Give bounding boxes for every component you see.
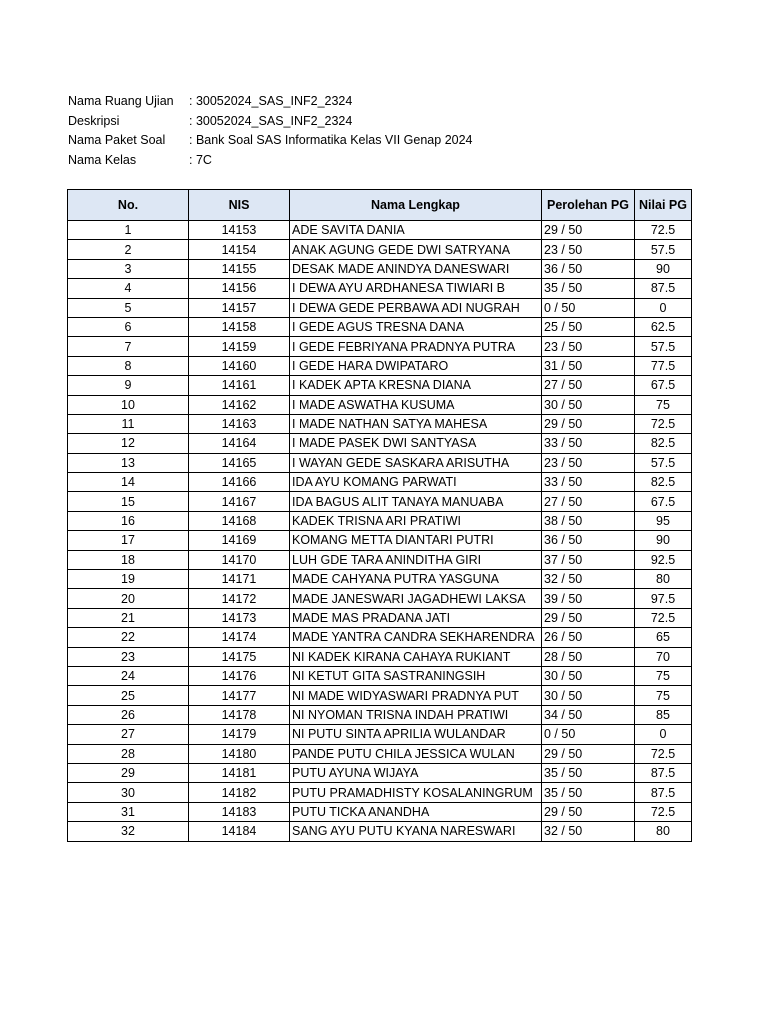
table-row [68, 628, 692, 647]
cell-no: 17 [68, 531, 189, 550]
cell-pg-grade: 82.5 [635, 434, 692, 453]
table-row [68, 337, 692, 356]
cell-nis: 14168 [189, 511, 290, 530]
cell-full-name: LUH GDE TARA ANINDITHA GIRI [290, 550, 542, 569]
table-row [68, 473, 692, 492]
cell-nis: 14179 [189, 725, 290, 744]
cell-pg-score: 28 / 50 [542, 647, 635, 666]
cell-pg-score: 37 / 50 [542, 550, 635, 569]
table-row [68, 686, 692, 705]
cell-pg-grade: 72.5 [635, 744, 692, 763]
cell-pg-grade: 95 [635, 511, 692, 530]
cell-full-name: SANG AYU PUTU KYANA NARESWARI [290, 822, 542, 841]
cell-pg-score: 30 / 50 [542, 686, 635, 705]
cell-no: 2 [68, 240, 189, 259]
cell-nis: 14173 [189, 608, 290, 627]
cell-pg-grade: 87.5 [635, 783, 692, 802]
cell-nis: 14158 [189, 317, 290, 336]
cell-no: 9 [68, 376, 189, 395]
table-row [68, 589, 692, 608]
cell-pg-grade: 75 [635, 666, 692, 685]
cell-pg-grade: 92.5 [635, 550, 692, 569]
cell-no: 4 [68, 279, 189, 298]
cell-full-name: NI KETUT GITA SASTRANINGSIH [290, 666, 542, 685]
cell-nis: 14159 [189, 337, 290, 356]
cell-full-name: MADE JANESWARI JAGADHEWI LAKSA [290, 589, 542, 608]
cell-pg-score: 30 / 50 [542, 395, 635, 414]
header-pg-score: Perolehan PG [542, 190, 635, 221]
cell-pg-score: 32 / 50 [542, 570, 635, 589]
cell-pg-score: 30 / 50 [542, 666, 635, 685]
cell-no: 13 [68, 453, 189, 472]
cell-full-name: NI KADEK KIRANA CAHAYA RUKIANT [290, 647, 542, 666]
cell-pg-score: 35 / 50 [542, 279, 635, 298]
cell-nis: 14183 [189, 802, 290, 821]
results-table [67, 189, 692, 842]
cell-pg-score: 33 / 50 [542, 473, 635, 492]
cell-pg-grade: 57.5 [635, 453, 692, 472]
cell-no: 23 [68, 647, 189, 666]
table-row [68, 298, 692, 317]
cell-pg-score: 0 / 50 [542, 725, 635, 744]
header-nis: NIS [189, 190, 290, 221]
cell-pg-score: 34 / 50 [542, 705, 635, 724]
table-row [68, 259, 692, 278]
table-row [68, 453, 692, 472]
cell-pg-grade: 80 [635, 822, 692, 841]
cell-no: 10 [68, 395, 189, 414]
cell-pg-score: 36 / 50 [542, 531, 635, 550]
cell-no: 32 [68, 822, 189, 841]
table-row [68, 492, 692, 511]
cell-no: 8 [68, 356, 189, 375]
table-row [68, 705, 692, 724]
cell-nis: 14157 [189, 298, 290, 317]
cell-nis: 14155 [189, 259, 290, 278]
cell-no: 28 [68, 744, 189, 763]
question-bank-value: : Bank Soal SAS Informatika Kelas VII Genap 2024 [189, 133, 473, 148]
cell-pg-grade: 87.5 [635, 763, 692, 782]
cell-pg-grade: 72.5 [635, 608, 692, 627]
cell-full-name: NI MADE WIDYASWARI PRADNYA PUT [290, 686, 542, 705]
table-row [68, 550, 692, 569]
cell-nis: 14181 [189, 763, 290, 782]
description-row [68, 112, 473, 132]
cell-full-name: I DEWA AYU ARDHANESA TIWIARI B [290, 279, 542, 298]
cell-pg-grade: 72.5 [635, 221, 692, 240]
cell-pg-grade: 77.5 [635, 356, 692, 375]
cell-pg-score: 35 / 50 [542, 763, 635, 782]
cell-full-name: NI NYOMAN TRISNA INDAH PRATIWI [290, 705, 542, 724]
cell-full-name: MADE MAS PRADANA JATI [290, 608, 542, 627]
cell-no: 19 [68, 570, 189, 589]
cell-pg-grade: 82.5 [635, 473, 692, 492]
cell-full-name: PUTU PRAMADHISTY KOSALANINGRUM [290, 783, 542, 802]
cell-pg-grade: 0 [635, 725, 692, 744]
table-row [68, 608, 692, 627]
cell-no: 22 [68, 628, 189, 647]
cell-full-name: ADE SAVITA DANIA [290, 221, 542, 240]
table-row [68, 434, 692, 453]
cell-full-name: KADEK TRISNA ARI PRATIWI [290, 511, 542, 530]
cell-full-name: PUTU AYUNA WIJAYA [290, 763, 542, 782]
table-row [68, 356, 692, 375]
cell-pg-grade: 70 [635, 647, 692, 666]
cell-full-name: MADE YANTRA CANDRA SEKHARENDRA [290, 628, 542, 647]
cell-full-name: ANAK AGUNG GEDE DWI SATRYANA [290, 240, 542, 259]
table-row [68, 279, 692, 298]
question-bank-label: Nama Paket Soal [68, 133, 166, 148]
cell-pg-score: 29 / 50 [542, 744, 635, 763]
cell-full-name: I GEDE FEBRIYANA PRADNYA PUTRA [290, 337, 542, 356]
cell-full-name: I MADE ASWATHA KUSUMA [290, 395, 542, 414]
cell-pg-score: 0 / 50 [542, 298, 635, 317]
cell-pg-score: 33 / 50 [542, 434, 635, 453]
cell-pg-grade: 87.5 [635, 279, 692, 298]
cell-full-name: I GEDE HARA DWIPATARO [290, 356, 542, 375]
cell-full-name: NI PUTU SINTA APRILIA WULANDAR [290, 725, 542, 744]
table-row [68, 531, 692, 550]
cell-pg-score: 36 / 50 [542, 259, 635, 278]
cell-nis: 14182 [189, 783, 290, 802]
exam-info [68, 92, 473, 170]
cell-full-name: IDA BAGUS ALIT TANAYA MANUABA [290, 492, 542, 511]
cell-no: 5 [68, 298, 189, 317]
header-no: No. [68, 190, 189, 221]
cell-pg-grade: 57.5 [635, 337, 692, 356]
cell-pg-score: 29 / 50 [542, 414, 635, 433]
cell-pg-grade: 72.5 [635, 414, 692, 433]
class-name-label: Nama Kelas [68, 152, 137, 167]
cell-pg-score: 26 / 50 [542, 628, 635, 647]
cell-full-name: DESAK MADE ANINDYA DANESWARI [290, 259, 542, 278]
cell-no: 29 [68, 763, 189, 782]
table-row [68, 570, 692, 589]
cell-pg-score: 35 / 50 [542, 783, 635, 802]
cell-pg-score: 23 / 50 [542, 337, 635, 356]
table-row [68, 744, 692, 763]
cell-pg-score: 39 / 50 [542, 589, 635, 608]
cell-nis: 14175 [189, 647, 290, 666]
cell-full-name: I MADE PASEK DWI SANTYASA [290, 434, 542, 453]
table-row [68, 725, 692, 744]
table-row [68, 317, 692, 336]
cell-nis: 14174 [189, 628, 290, 647]
cell-pg-score: 23 / 50 [542, 240, 635, 259]
cell-no: 15 [68, 492, 189, 511]
cell-pg-score: 25 / 50 [542, 317, 635, 336]
table-row [68, 221, 692, 240]
cell-nis: 14165 [189, 453, 290, 472]
cell-no: 24 [68, 666, 189, 685]
cell-pg-grade: 62.5 [635, 317, 692, 336]
cell-pg-score: 29 / 50 [542, 221, 635, 240]
cell-pg-grade: 57.5 [635, 240, 692, 259]
cell-nis: 14177 [189, 686, 290, 705]
cell-nis: 14172 [189, 589, 290, 608]
table-row [68, 666, 692, 685]
cell-nis: 14169 [189, 531, 290, 550]
cell-no: 18 [68, 550, 189, 569]
cell-nis: 14178 [189, 705, 290, 724]
cell-nis: 14161 [189, 376, 290, 395]
cell-nis: 14184 [189, 822, 290, 841]
cell-full-name: I DEWA GEDE PERBAWA ADI NUGRAH [290, 298, 542, 317]
cell-pg-grade: 90 [635, 531, 692, 550]
cell-pg-score: 27 / 50 [542, 376, 635, 395]
cell-pg-grade: 80 [635, 570, 692, 589]
table-row [68, 414, 692, 433]
cell-no: 30 [68, 783, 189, 802]
table-row [68, 822, 692, 841]
cell-no: 11 [68, 414, 189, 433]
cell-pg-score: 32 / 50 [542, 822, 635, 841]
cell-nis: 14180 [189, 744, 290, 763]
cell-pg-grade: 85 [635, 705, 692, 724]
exam-room-label: Nama Ruang Ujian [68, 94, 174, 108]
cell-full-name: I WAYAN GEDE SASKARA ARISUTHA [290, 453, 542, 472]
cell-no: 20 [68, 589, 189, 608]
header-pg-grade: Nilai PG [635, 190, 692, 221]
exam-room-row [68, 92, 473, 112]
cell-pg-grade: 65 [635, 628, 692, 647]
cell-no: 7 [68, 337, 189, 356]
cell-no: 12 [68, 434, 189, 453]
question-bank-row [68, 131, 473, 151]
cell-no: 26 [68, 705, 189, 724]
cell-pg-grade: 90 [635, 259, 692, 278]
cell-full-name: MADE CAHYANA PUTRA YASGUNA [290, 570, 542, 589]
cell-no: 3 [68, 259, 189, 278]
cell-no: 27 [68, 725, 189, 744]
table-row [68, 240, 692, 259]
cell-pg-grade: 67.5 [635, 492, 692, 511]
header-row [68, 190, 692, 221]
cell-nis: 14167 [189, 492, 290, 511]
cell-pg-score: 27 / 50 [542, 492, 635, 511]
cell-full-name: I KADEK APTA KRESNA DIANA [290, 376, 542, 395]
cell-full-name: I MADE NATHAN SATYA MAHESA [290, 414, 542, 433]
cell-nis: 14162 [189, 395, 290, 414]
cell-no: 1 [68, 221, 189, 240]
cell-pg-score: 29 / 50 [542, 802, 635, 821]
cell-nis: 14163 [189, 414, 290, 433]
cell-pg-score: 38 / 50 [542, 511, 635, 530]
cell-pg-grade: 75 [635, 395, 692, 414]
table-row [68, 763, 692, 782]
cell-full-name: PANDE PUTU CHILA JESSICA WULAN [290, 744, 542, 763]
cell-pg-grade: 67.5 [635, 376, 692, 395]
table-row [68, 647, 692, 666]
table-row [68, 511, 692, 530]
cell-nis: 14156 [189, 279, 290, 298]
cell-full-name: PUTU TICKA ANANDHA [290, 802, 542, 821]
exam-room-value: : 30052024_SAS_INF2_2324 [189, 94, 353, 108]
cell-no: 14 [68, 473, 189, 492]
cell-nis: 14154 [189, 240, 290, 259]
cell-full-name: IDA AYU KOMANG PARWATI [290, 473, 542, 492]
cell-no: 31 [68, 802, 189, 821]
cell-pg-score: 29 / 50 [542, 608, 635, 627]
cell-pg-grade: 97.5 [635, 589, 692, 608]
table-row [68, 376, 692, 395]
cell-pg-grade: 72.5 [635, 802, 692, 821]
cell-nis: 14153 [189, 221, 290, 240]
cell-full-name: KOMANG METTA DIANTARI PUTRI [290, 531, 542, 550]
class-name-value: : 7C [189, 152, 212, 167]
cell-no: 25 [68, 686, 189, 705]
class-name-row [68, 151, 473, 171]
table-row [68, 802, 692, 821]
cell-pg-grade: 75 [635, 686, 692, 705]
cell-nis: 14166 [189, 473, 290, 492]
cell-pg-score: 23 / 50 [542, 453, 635, 472]
description-label: Deskripsi [68, 113, 120, 128]
table-row [68, 395, 692, 414]
header-full-name: Nama Lengkap [290, 190, 542, 221]
cell-full-name: I GEDE AGUS TRESNA DANA [290, 317, 542, 336]
cell-nis: 14164 [189, 434, 290, 453]
cell-pg-score: 31 / 50 [542, 356, 635, 375]
cell-nis: 14160 [189, 356, 290, 375]
results-body [68, 221, 692, 842]
table-row [68, 783, 692, 802]
cell-pg-grade: 0 [635, 298, 692, 317]
cell-no: 16 [68, 511, 189, 530]
cell-nis: 14171 [189, 570, 290, 589]
description-value: : 30052024_SAS_INF2_2324 [189, 113, 353, 128]
cell-nis: 14170 [189, 550, 290, 569]
cell-no: 21 [68, 608, 189, 627]
cell-nis: 14176 [189, 666, 290, 685]
cell-no: 6 [68, 317, 189, 336]
